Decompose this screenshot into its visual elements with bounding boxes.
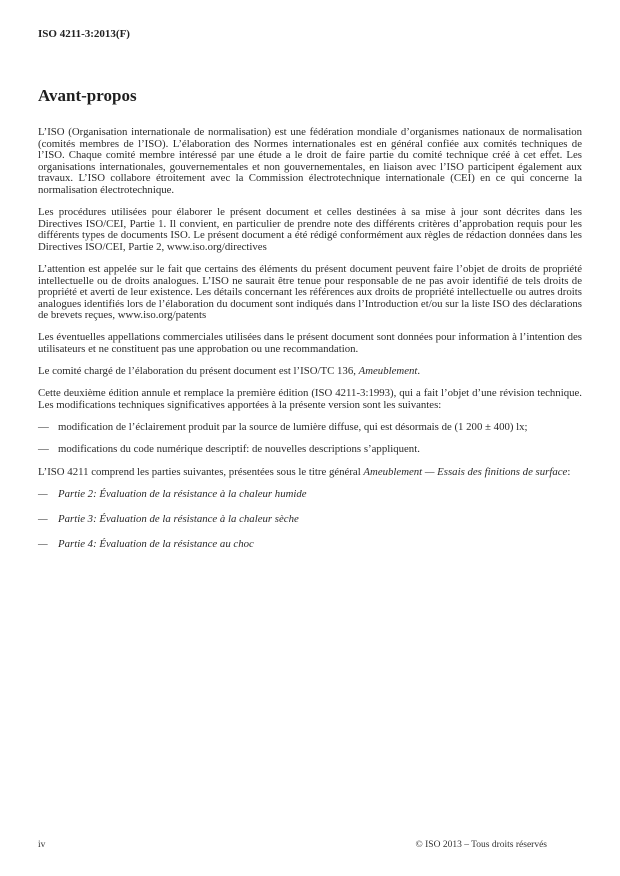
paragraph-trademarks: Les éventuelles appellations commerciales utilisées dans le présent document sont données pour information à l’intention des utilisateurs et ne constituent pas une approbation ou une recommandation. <box>38 331 582 355</box>
paragraph-patents: L’attention est appelée sur le fait que certains des éléments du présent document peuvent faire l’objet de droits de propriété intellectuelle ou de droits analogues. L’ISO ne saurait être tenue pour responsable de ne pas avoir identifié de tels droits de propriété et averti de leur existence. Les détails concernant les références aux droits de propriété intellectuelle ou autres droits analogues identifiés lors de l’élaboration du document sont indiqués dans l’Introduction et/ou sur la liste ISO des déclarations de brevets reçues, www.iso.org/patents <box>38 262 582 322</box>
list-item-part-4 <box>38 539 582 551</box>
page-number: iv <box>38 840 46 850</box>
paragraph-edition: Cette deuxième édition annule et remplace la première édition (ISO 4211-3:1993), qui a fait l’objet d’une révision technique. Les modifications techniques significatives apportées à la présente version sont les suivantes: <box>38 387 582 411</box>
paragraph-committee <box>38 366 582 378</box>
doc-reference: ISO 4211-3:2013(F) <box>38 28 130 40</box>
list-item-part-3 <box>38 514 582 526</box>
dash-bullet: — <box>38 443 49 456</box>
committee-period: . <box>417 365 421 378</box>
committee-text: Le comité chargé de l’élaboration du présent document est l’ISO/TC 136, <box>38 365 359 378</box>
series-intro-colon: : <box>567 466 571 479</box>
paragraph-procedures: Les procédures utilisées pour élaborer le présent document et celles destinées à sa mise à jour sont décrites dans les Directives ISO/CEI, Partie 1. Il convient, en particulier de prendre note des différents critères d’approbation requis pour les différents types de documents ISO. Le présent document a été rédigé conformément aux règles de rédaction données dans les Directives ISO/CEI, Partie 2, www.iso.org/directives <box>38 206 582 253</box>
dash-bullet: — <box>38 538 48 551</box>
list-item-text: Partie 4: Évaluation de la résistance au choc <box>58 538 254 551</box>
list-item-modification-2 <box>38 444 582 456</box>
copyright-notice: © ISO 2013 – Tous droits réservés <box>415 840 547 850</box>
page-title: Avant-propos <box>38 86 137 105</box>
list-item-text: modifications du code numérique descriptif: de nouvelles descriptions s’appliquent. <box>58 443 420 456</box>
dash-bullet: — <box>38 513 48 526</box>
page-footer <box>38 840 620 850</box>
parts-list <box>38 489 582 551</box>
paragraph-series-intro <box>38 467 582 479</box>
series-intro-text: L’ISO 4211 comprend les parties suivantes, présentées sous le titre général <box>38 466 364 479</box>
list-item-modification-1 <box>38 422 582 434</box>
foreword-content <box>38 127 582 551</box>
committee-name-italic: Ameublement <box>358 365 418 378</box>
series-title-italic: Ameublement — Essais des finitions de surface <box>363 466 568 479</box>
paragraph-iso-intro: L’ISO (Organisation internationale de normalisation) est une fédération mondiale d’organismes nationaux de normalisation (comités membres de l’ISO). L’élaboration des Normes internationales est en général confiée aux comités techniques de l’ISO. Chaque comité membre intéressé par une étude a le droit de faire partie du comité technique créé à cet effet. Les organisations internationales, gouvernementales et non gouvernementales, en liaison avec l’ISO participent également aux travaux. L’ISO collabore étroitement avec la Commission électrotechnique internationale (CEI) en ce qui concerne la normalisation électrotechnique. <box>38 126 582 196</box>
dash-bullet: — <box>38 488 48 501</box>
list-item-part-2 <box>38 489 582 501</box>
list-item-text: modification de l’éclairement produit par la source de lumière diffuse, qui est désormais de (1 200 ± 400) lx; <box>58 420 528 433</box>
dash-bullet: — <box>38 420 49 433</box>
list-item-text: Partie 3: Évaluation de la résistance à la chaleur sèche <box>58 513 299 526</box>
list-item-text: Partie 2: Évaluation de la résistance à la chaleur humide <box>58 488 307 501</box>
